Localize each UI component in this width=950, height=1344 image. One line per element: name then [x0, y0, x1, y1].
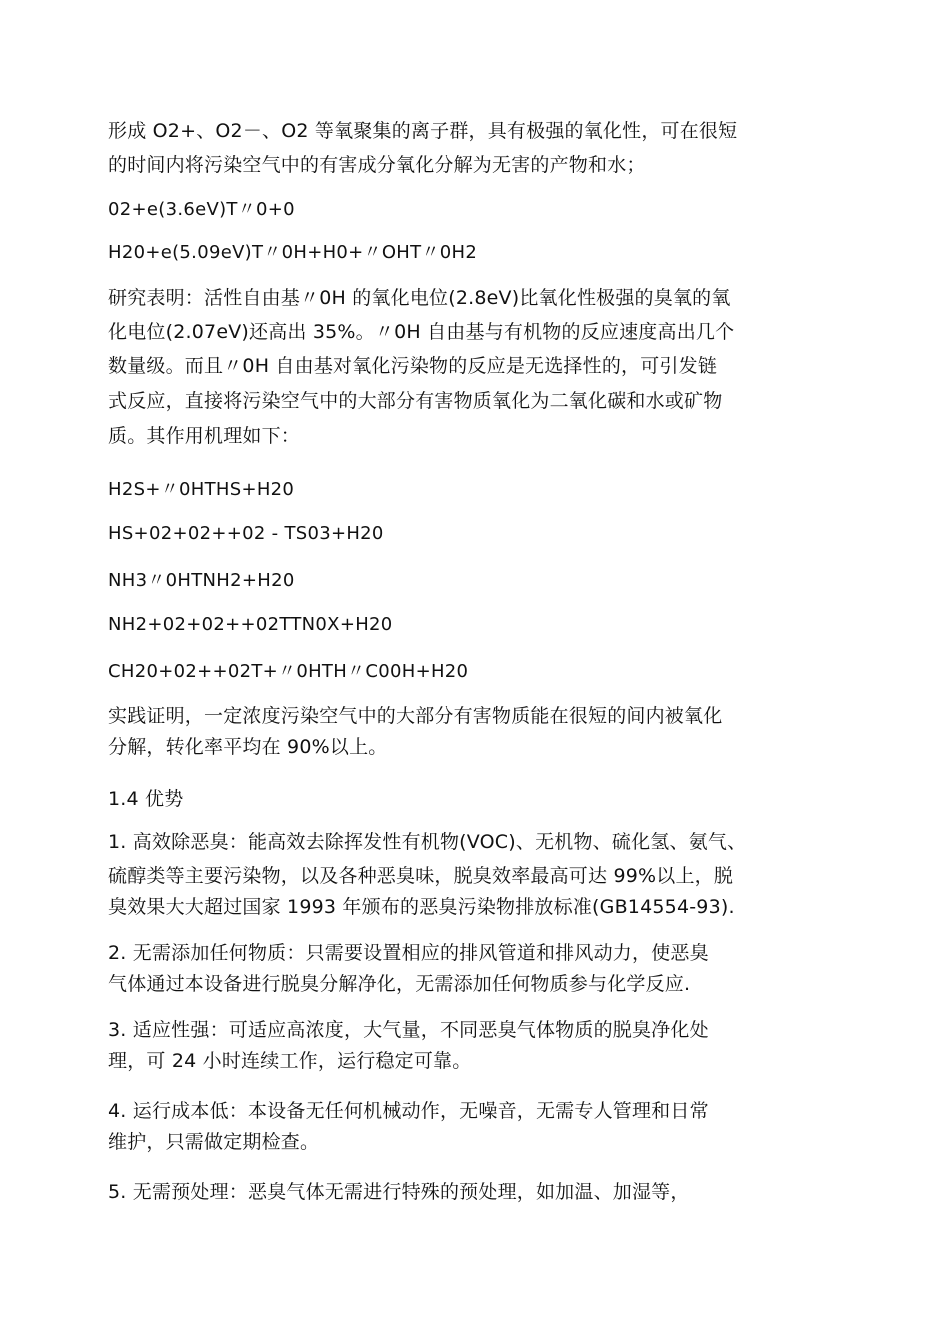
formula-2: H20+e(5.09eV)T〃0H+H0+〃OHT〃0H2 — [108, 242, 478, 263]
item2-line-2: 气体通过本设备进行脱臭分解净化，无需添加任何物质参与化学反应. — [108, 973, 691, 995]
item3-line-2: 理，可 24 小时连续工作，运行稳定可靠。 — [108, 1050, 472, 1072]
item4-line-2: 维护，只需做定期检查。 — [108, 1131, 320, 1153]
item4-line-1: 4. 运行成本低：本设备无任何机械动作，无噪音，无需专人管理和日常 — [108, 1100, 709, 1122]
research-line-5: 质。其作用机理如下： — [108, 425, 301, 447]
item1-line-3: 臭效果大大超过国家 1993 年颁布的恶臭污染物排放标准(GB14554-93). — [108, 896, 735, 918]
intro-line-1: 形成 O2+、O2－、O2 等氧聚集的离子群，具有极强的氧化性，可在很短 — [108, 120, 738, 142]
practice-line-1: 实践证明，一定浓度污染空气中的大部分有害物质能在很短的间内被氧化 — [108, 705, 723, 727]
research-line-2: 化电位(2.07eV)还高出 35%。〃0H 自由基与有机物的反应速度高出几个 — [108, 321, 735, 343]
formula-5: NH3〃0HTNH2+H20 — [108, 570, 295, 591]
intro-line-2: 的时间内将污染空气中的有害成分氧化分解为无害的产物和水； — [108, 154, 646, 176]
item2-line-1: 2. 无需添加任何物质：只需要设置相应的排风管道和排风动力，使恶臭 — [108, 942, 709, 964]
item1-line-2: 硫醇类等主要污染物，以及各种恶臭味，脱臭效率最高可达 99%以上，脱 — [108, 865, 734, 887]
item5-line-1: 5. 无需预处理：恶臭气体无需进行特殊的预处理，如加温、加湿等， — [108, 1181, 690, 1203]
item1-line-1: 1. 高效除恶臭：能高效去除挥发性有机物(VOC)、无机物、硫化氢、氨气、 — [108, 831, 747, 853]
formula-7: CH20+02++02T+〃0HTH〃C00H+H20 — [108, 661, 469, 682]
research-line-1: 研究表明：活性自由基〃0H 的氧化电位(2.8eV)比氧化性极强的臭氧的氧 — [108, 287, 731, 309]
formula-6: NH2+02+02++02TTN0X+H20 — [108, 614, 393, 635]
research-line-3: 数量级。而且〃0H 自由基对氧化污染物的反应是无选择性的，可引发链 — [108, 355, 718, 377]
formula-4: HS+02+02++02 - TS03+H20 — [108, 523, 384, 544]
formula-3: H2S+〃0HTHS+H20 — [108, 479, 295, 500]
section-heading: 1.4 优势 — [108, 788, 184, 810]
research-line-4: 式反应，直接将污染空气中的大部分有害物质氧化为二氧化碳和水或矿物 — [108, 390, 723, 412]
item3-line-1: 3. 适应性强：可适应高浓度，大气量，不同恶臭气体物质的脱臭净化处 — [108, 1019, 709, 1041]
formula-1: 02+e(3.6eV)T〃0+0 — [108, 199, 295, 220]
practice-line-2: 分解，转化率平均在 90%以上。 — [108, 736, 388, 758]
